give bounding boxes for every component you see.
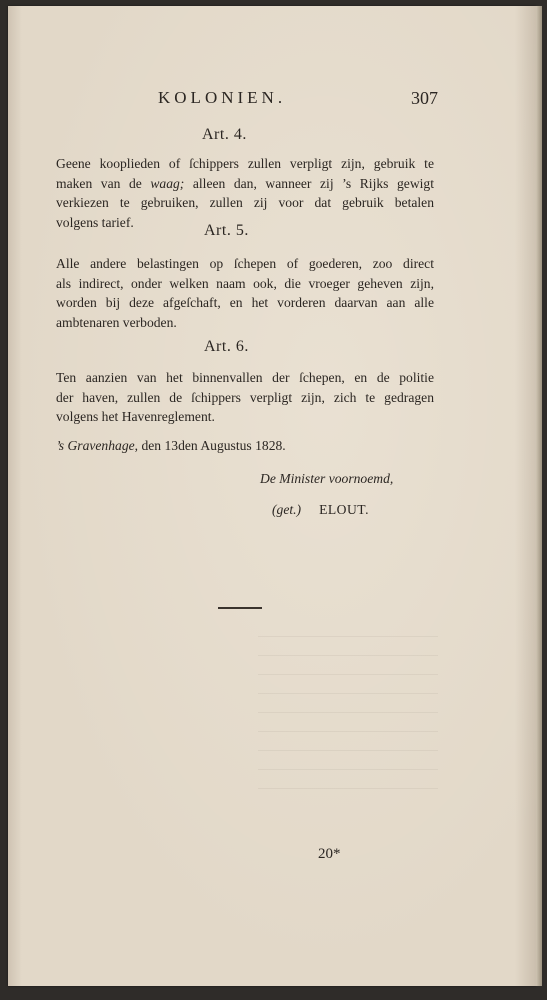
text-line: volgens tarief.: [56, 214, 134, 230]
end-rule: [218, 607, 262, 609]
running-head: KOLONIEN.: [158, 88, 287, 107]
gathering-signature-mark: 20*: [318, 846, 341, 862]
date-text: , den 13den Augustus 1828.: [134, 438, 286, 453]
page-number: 307: [411, 88, 438, 108]
text-segment: maken van de: [56, 175, 151, 191]
text-line: Geene kooplieden of ſchippers zullen verpligt zijn, gebruik te: [56, 156, 434, 171]
text-line: als indirect, onder welken naam ook, die vroeger geheven zijn,: [56, 275, 434, 291]
article-5-heading: Art. 5.: [204, 222, 249, 239]
text-line: der haven, zullen de ſchippers verpligt zijn, zich te gedragen: [56, 389, 434, 405]
text-line: Ten aanzien van het binnenvallen der ſchepen, en de politie: [56, 370, 434, 385]
text-line: [56, 174, 434, 194]
text-line: worden bij deze afgeſchaft, en het vorderen daarvan aan alle: [56, 295, 434, 310]
article-5-text: [56, 254, 434, 332]
book-page: [8, 6, 536, 986]
text-line: verkiezen te gebruiken, zullen zij voor dat gebruik betalen: [56, 195, 434, 210]
text-line: Alle andere belastingen op ſchepen of goederen, zoo direct: [56, 256, 434, 271]
page-header: [158, 88, 438, 110]
text-line: volgens het Havenreglement.: [56, 409, 215, 424]
place-name: ’s Gravenhage: [56, 438, 135, 453]
bleed-through-texture: [258, 636, 438, 796]
signature-line: [272, 502, 369, 518]
signer-title: De Minister voornoemd,: [260, 471, 394, 486]
signatory-name: ELOUT.: [319, 502, 369, 517]
article-4-text: [56, 154, 434, 232]
page-edge: [536, 6, 542, 986]
article-4-heading: Art. 4.: [202, 126, 247, 143]
article-6-text: [56, 368, 434, 427]
article-6-heading: Art. 6.: [204, 338, 249, 355]
text-segment: alleen dan, wanneer zij ’s Rijks gewigt: [184, 175, 434, 191]
italic-term: waag;: [150, 175, 185, 191]
text-line: ambtenaren verboden.: [56, 314, 177, 330]
date-line: [56, 438, 286, 454]
signed-abbreviation: (get.): [272, 502, 302, 517]
